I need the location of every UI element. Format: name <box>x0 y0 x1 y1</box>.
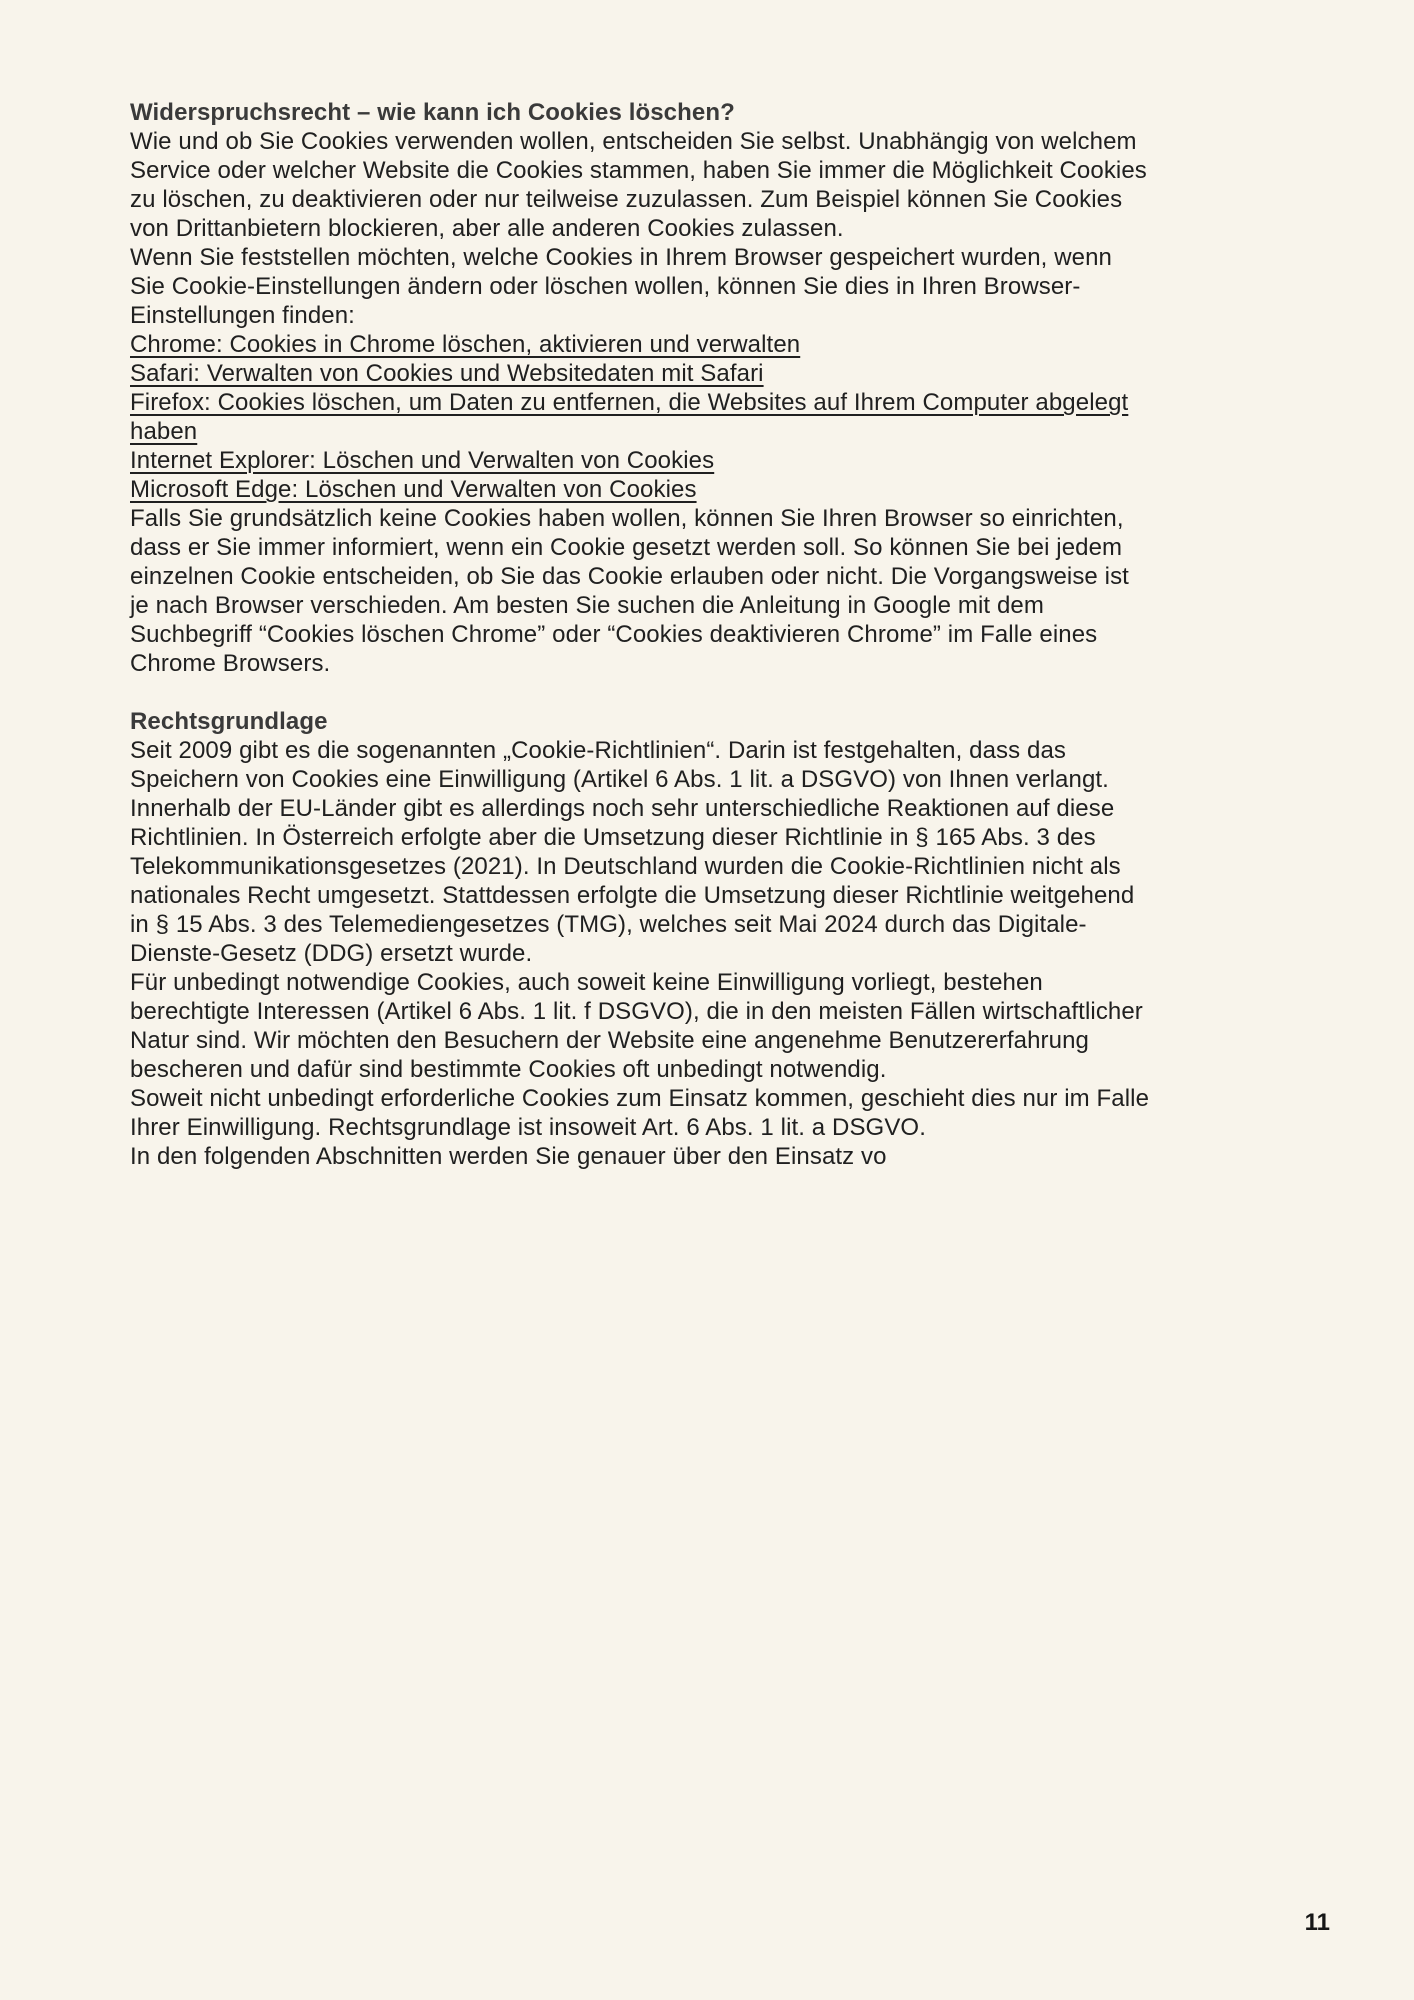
link-internet-explorer[interactable]: Internet Explorer: Löschen und Verwalten von Cookies <box>130 447 715 474</box>
link-firefox[interactable]: Firefox: Cookies löschen, um Daten zu entfernen, die Websites auf Ihrem Computer abgelegt haben <box>130 389 1129 445</box>
page-content <box>130 98 1150 1171</box>
section-rechtsgrundlage <box>130 707 1150 1171</box>
paragraph-browser-einrichten: Falls Sie grundsätzlich keine Cookies haben wollen, können Sie Ihren Browser so einrichten, dass er Sie immer informiert, wenn ein Cookie gesetzt werden soll. So können Sie bei jedem einzelnen Cookie entscheiden, ob Sie das Cookie erlauben oder nicht. Die Vorgangsweise ist je nach Browser verschieden. Am besten Sie suchen die Anleitung in Google mit dem Suchbegriff “Cookies löschen Chrome” oder “Cookies deaktivieren Chrome” im Falle eines Chrome Browsers. <box>130 505 1129 677</box>
link-chrome[interactable]: Chrome: Cookies in Chrome löschen, aktivieren und verwalten <box>130 331 801 358</box>
paragraph-berechtigte-interessen: Für unbedingt notwendige Cookies, auch soweit keine Einwilligung vorliegt, bestehen berechtigte Interessen (Artikel 6 Abs. 1 lit. f DSGVO), die in den meisten Fällen wirtschaftlicher Natur sind. Wir möchten den Besuchern der Website eine angenehme Benutzererfahrung bescheren und dafür sind bestimmte Cookies oft unbedingt notwendig. <box>130 969 1143 1083</box>
paragraph-cookie-richtlinien: Seit 2009 gibt es die sogenannten „Cookie-Richtlinien“. Darin ist festgehalten, dass das Speichern von Cookies eine Einwilligung (Artikel 6 Abs. 1 lit. a DSGVO) von Ihnen verlangt. Innerhalb der EU-Länder gibt es allerdings noch sehr unterschiedliche Reaktionen auf diese Richtlinien. In Österreich erfolgte aber die Umsetzung dieser Richtlinie in § 165 Abs. 3 des Telekommunikationsgesetzes (2021). In Deutschland wurden die Cookie-Richtlinien nicht als nationales Recht umgesetzt. Stattdessen erfolgte die Umsetzung dieser Richtlinie weitgehend in § 15 Abs. 3 des Telemediengesetzes (TMG), welches seit Mai 2024 durch das Digitale-Dienste-Gesetz (DDG) ersetzt wurde. <box>130 737 1135 967</box>
browser-links-list <box>130 330 1150 504</box>
link-safari[interactable]: Safari: Verwalten von Cookies und Websitedaten mit Safari <box>130 360 764 387</box>
section-widerspruchsrecht <box>130 98 1150 678</box>
page-number: 11 <box>1304 1909 1330 1936</box>
paragraph-folgende-abschnitte: In den folgenden Abschnitten werden Sie genauer über den Einsatz vo <box>130 1143 887 1170</box>
link-microsoft-edge[interactable]: Microsoft Edge: Löschen und Verwalten von Cookies <box>130 476 697 503</box>
paragraph-browser-einstellungen: Wenn Sie feststellen möchten, welche Cookies in Ihrem Browser gespeichert wurden, wenn Sie Cookie-Einstellungen ändern oder löschen wollen, können Sie dies in Ihren Browser-Einstellungen finden: <box>130 244 1112 329</box>
section-heading-rechtsgrundlage: Rechtsgrundlage <box>130 708 328 735</box>
section-heading-widerspruchsrecht: Widerspruchsrecht – wie kann ich Cookies löschen? <box>130 99 735 126</box>
paragraph-cookies-loeschen-intro: Wie und ob Sie Cookies verwenden wollen, entscheiden Sie selbst. Unabhängig von welchem Service oder welcher Website die Cookies stammen, haben Sie immer die Möglichkeit Cookies zu löschen, zu deaktivieren oder nur teilweise zuzulassen. Zum Beispiel können Sie Cookies von Drittanbietern blockieren, aber alle anderen Cookies zulassen. <box>130 128 1147 242</box>
paragraph-einwilligung: Soweit nicht unbedingt erforderliche Cookies zum Einsatz kommen, geschieht dies nur im Falle Ihrer Einwilligung. Rechtsgrundlage ist insoweit Art. 6 Abs. 1 lit. a DSGVO. <box>130 1085 1150 1141</box>
